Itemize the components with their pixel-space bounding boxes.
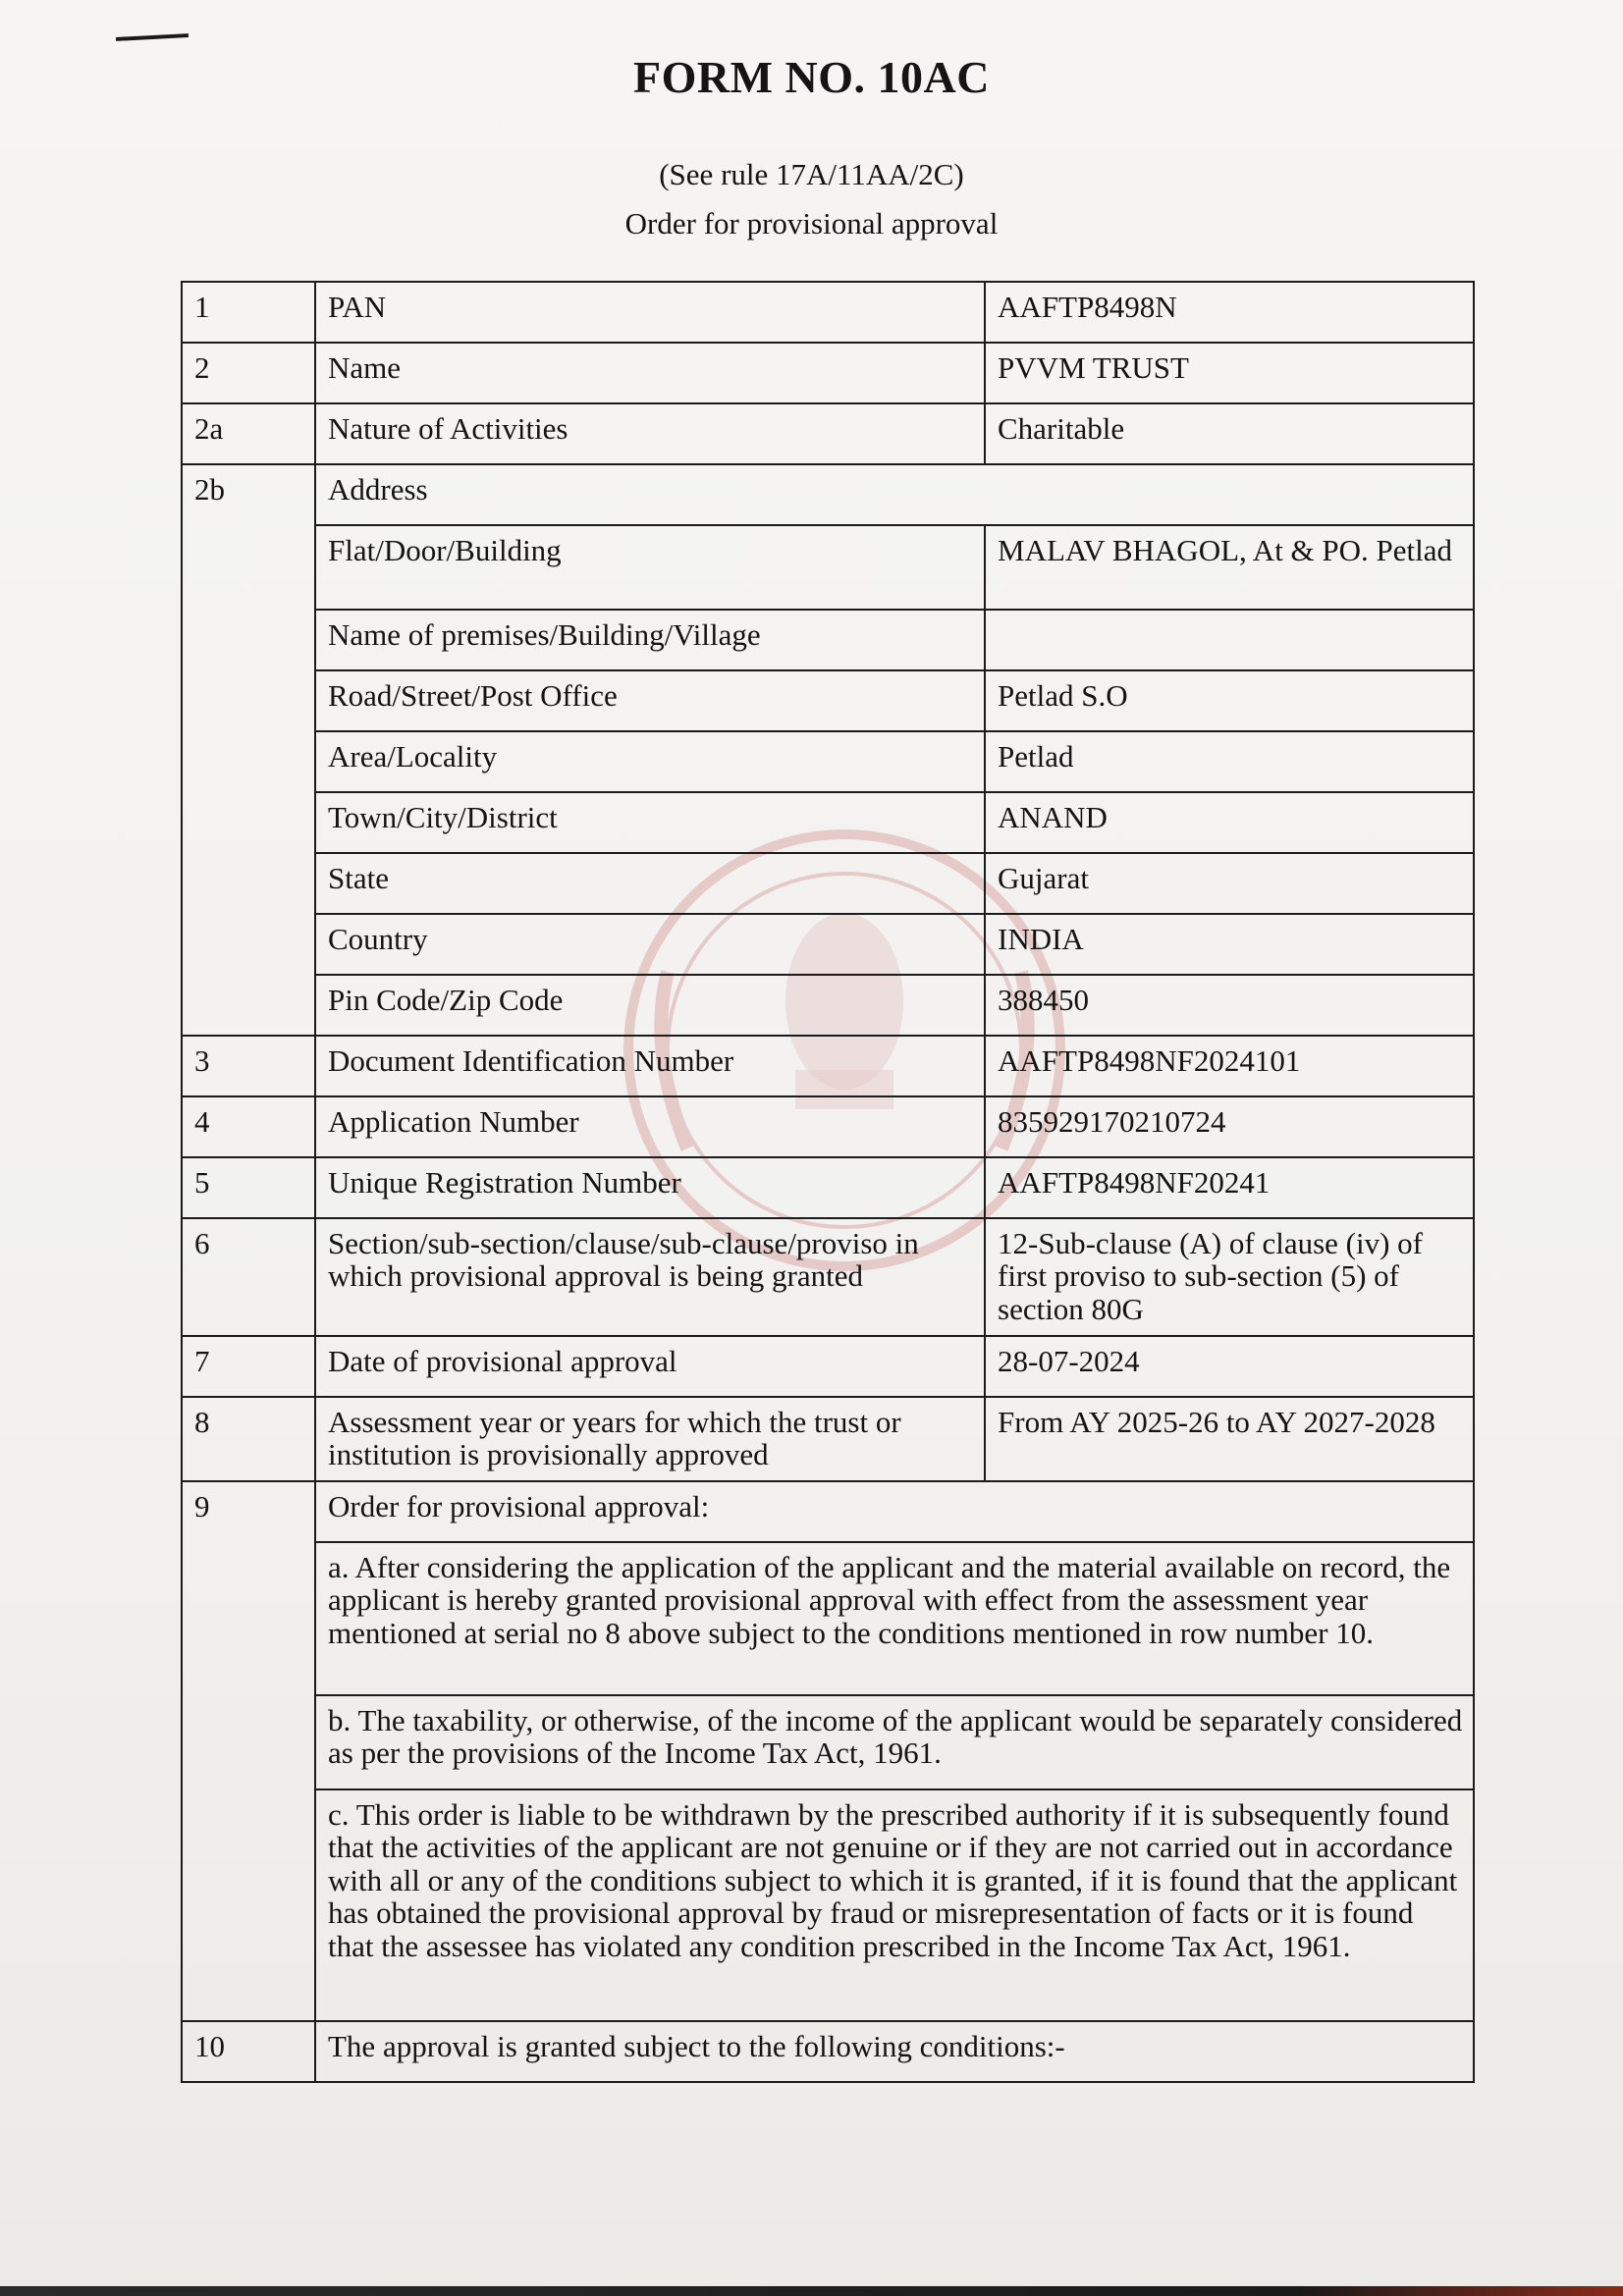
field-label: Unique Registration Number — [315, 1157, 985, 1218]
serial-number: 5 — [182, 1157, 315, 1218]
address-label: Pin Code/Zip Code — [315, 975, 985, 1036]
address-value: Gujarat — [985, 853, 1474, 914]
field-label: Order for provisional approval: — [315, 1481, 1474, 1542]
row-address-country — [182, 914, 1474, 975]
address-value — [985, 610, 1474, 670]
field-label: Date of provisional approval — [315, 1336, 985, 1397]
serial-number: 10 — [182, 2021, 315, 2082]
field-label: The approval is granted subject to the following conditions:- — [315, 2021, 1474, 2082]
field-label: Address — [315, 464, 1474, 525]
row-address-header — [182, 464, 1474, 525]
row-order-header — [182, 1481, 1474, 1542]
field-label: Application Number — [315, 1096, 985, 1157]
field-label: Assessment year or years for which the trust or institution is provisionally approved — [315, 1397, 985, 1481]
order-paragraph: b. The taxability, or otherwise, of the income of the applicant would be separately considered as per the provisions of the Income Tax Act, 1961. — [315, 1695, 1474, 1789]
din-value: AAFTP8498NF2024101 — [985, 1036, 1474, 1096]
address-value: ANAND — [985, 792, 1474, 853]
order-paragraph: c. This order is liable to be withdrawn by the prescribed authority if it is subsequently found that the activities of the applicant are not genuine or if they are not carried out in accordance with all or any of the conditions subject to which it is granted, if it is found that the applicant has obtained the provisional approval by fraud or misrepresentation of facts or it is found that the assessee has violated any condition prescribed in the Income Tax Act, 1961. — [315, 1789, 1474, 2021]
serial-number: 2 — [182, 343, 315, 403]
serial-number: 1 — [182, 282, 315, 343]
row-address-road — [182, 670, 1474, 731]
serial-number: 9 — [182, 1481, 315, 2021]
row-order-a — [182, 1542, 1474, 1695]
row-din — [182, 1036, 1474, 1096]
address-label: Flat/Door/Building — [315, 525, 985, 610]
address-value: Petlad — [985, 731, 1474, 792]
row-address-flat — [182, 525, 1474, 610]
field-label: Nature of Activities — [315, 403, 985, 464]
serial-number: 2a — [182, 403, 315, 464]
row-nature — [182, 403, 1474, 464]
application-value: 835929170210724 — [985, 1096, 1474, 1157]
address-label: Name of premises/Building/Village — [315, 610, 985, 670]
address-label: Country — [315, 914, 985, 975]
serial-number: 4 — [182, 1096, 315, 1157]
row-address-premises — [182, 610, 1474, 670]
field-label: Name — [315, 343, 985, 403]
row-order-c — [182, 1789, 1474, 2021]
address-value: Petlad S.O — [985, 670, 1474, 731]
section-value: 12-Sub-clause (A) of clause (iv) of first proviso to sub-section (5) of section 80G — [985, 1218, 1474, 1336]
address-label: State — [315, 853, 985, 914]
serial-number: 7 — [182, 1336, 315, 1397]
serial-number: 8 — [182, 1397, 315, 1481]
row-order-b — [182, 1695, 1474, 1789]
order-paragraph: a. After considering the application of the applicant and the material available on record, the applicant is hereby granted provisional approval with effect from the assessment year mentioned at serial no 8 above subject to the conditions mentioned in row number 10. — [315, 1542, 1474, 1695]
rule-reference: (See rule 17A/11AA/2C) — [659, 157, 964, 191]
address-label: Area/Locality — [315, 731, 985, 792]
address-value: INDIA — [985, 914, 1474, 975]
date-value: 28-07-2024 — [985, 1336, 1474, 1397]
serial-number: 2b — [182, 464, 315, 1036]
row-section — [182, 1218, 1474, 1336]
row-address-state — [182, 853, 1474, 914]
row-assessment-year — [182, 1397, 1474, 1481]
scan-edge — [0, 2286, 1623, 2296]
name-value: PVVM TRUST — [985, 343, 1474, 403]
form-subtitle: Order for provisional approval — [624, 206, 999, 240]
address-value: 388450 — [985, 975, 1474, 1036]
row-date — [182, 1336, 1474, 1397]
field-label: PAN — [315, 282, 985, 343]
row-name — [182, 343, 1474, 403]
row-urn — [182, 1157, 1474, 1218]
ay-value: From AY 2025-26 to AY 2027-2028 — [985, 1397, 1474, 1481]
form-title: FORM NO. 10AC — [633, 52, 990, 102]
address-label: Town/City/District — [315, 792, 985, 853]
row-address-area — [182, 731, 1474, 792]
row-address-town — [182, 792, 1474, 853]
nature-value: Charitable — [985, 403, 1474, 464]
row-conditions — [182, 2021, 1474, 2082]
serial-number: 3 — [182, 1036, 315, 1096]
urn-value: AAFTP8498NF20241 — [985, 1157, 1474, 1218]
row-application — [182, 1096, 1474, 1157]
serial-number: 6 — [182, 1218, 315, 1336]
pan-value: AAFTP8498N — [985, 282, 1474, 343]
row-pan — [182, 282, 1474, 343]
row-address-pin — [182, 975, 1474, 1036]
address-value: MALAV BHAGOL, At & PO. Petlad — [985, 525, 1474, 610]
address-label: Road/Street/Post Office — [315, 670, 985, 731]
field-label: Section/sub-section/clause/sub-clause/proviso in which provisional approval is being granted — [315, 1218, 985, 1336]
provisional-approval-table — [181, 281, 1475, 2083]
field-label: Document Identification Number — [315, 1036, 985, 1096]
